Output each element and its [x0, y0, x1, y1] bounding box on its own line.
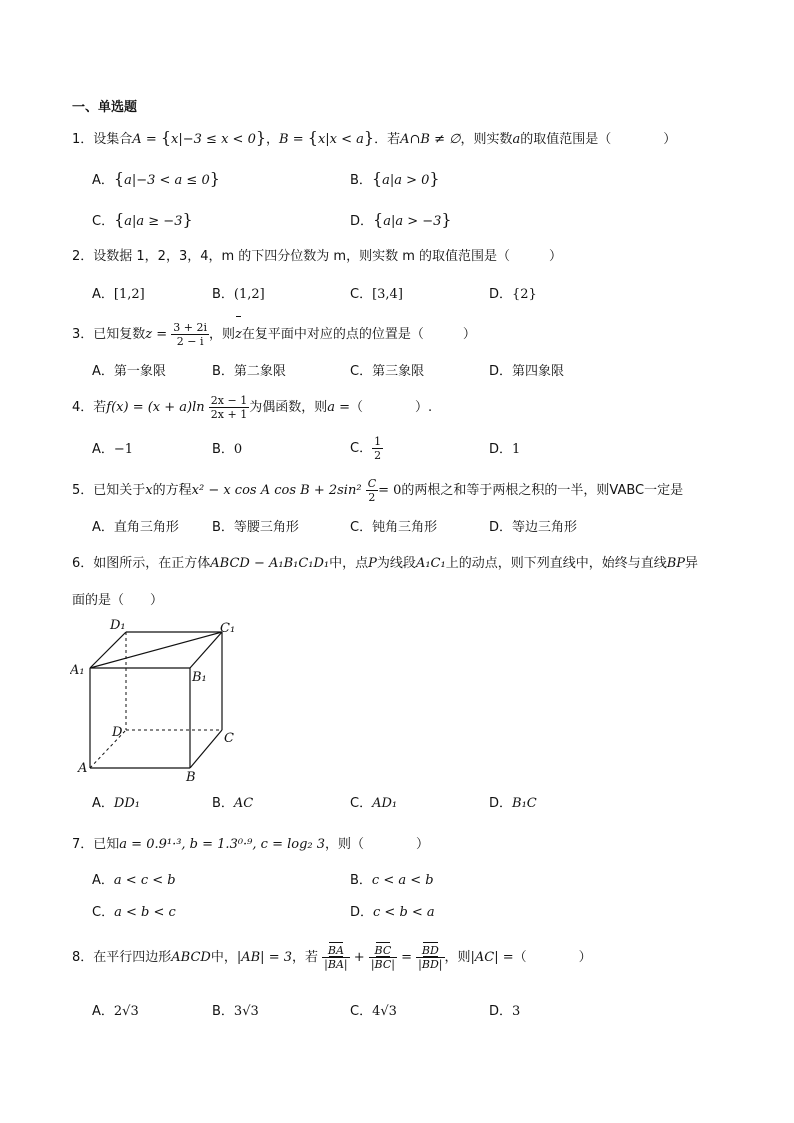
q1-text-1: 设集合	[93, 132, 133, 147]
q1-text-4: 的取值范围是（ ）	[520, 132, 677, 147]
option-label: A．	[92, 287, 114, 302]
equals-sign: =	[401, 950, 413, 965]
question-2: 2．设数据 1，2，3，4，m 的下四分位数为 m，则实数 m 的取值范围是（ ）	[72, 249, 563, 264]
q4-denominator: 2x + 1	[210, 408, 248, 421]
q3-text-3: 在复平面中对应的点的位置是（ ）	[241, 327, 476, 342]
option-label: D．	[489, 796, 513, 811]
q6-segment: A₁C₁	[415, 556, 446, 571]
option-label: B．	[212, 364, 234, 379]
q8-option-d[interactable]	[489, 1003, 520, 1021]
q4-text-1: 4．若	[72, 400, 107, 415]
q3-denominator: 2 − i	[176, 335, 204, 348]
q1-number: 1．	[72, 132, 94, 147]
option-label: C．	[92, 214, 115, 229]
q1-var-a: a	[512, 132, 521, 147]
q8-option-b[interactable]	[212, 1003, 259, 1021]
q7-expression: a = 0.9¹·³, b = 1.3⁰·⁹, c = log₂ 3	[119, 837, 326, 852]
label-d: D	[112, 725, 123, 740]
q3-numerator: 3 + 2i	[173, 321, 208, 334]
label-c: C	[224, 731, 234, 746]
option-label: C．	[350, 287, 373, 302]
q1-set-b: x|x < a	[317, 132, 364, 147]
q2-option-a[interactable]	[92, 286, 145, 304]
q8-option-a[interactable]	[92, 1003, 139, 1021]
option-label: A．	[92, 796, 114, 811]
option-text: a|a > −3	[383, 214, 442, 229]
q5-equation-end: = 0	[378, 483, 402, 498]
q5-var-x: x	[145, 483, 153, 498]
q2-option-b[interactable]	[212, 286, 265, 304]
option-text: 3√3	[233, 1004, 259, 1019]
q4-function: f(x) = (x + a)ln	[106, 400, 205, 415]
q8-abs-ac: |AC| =	[470, 950, 514, 965]
q3-z: z =	[145, 327, 168, 342]
q5-text-3: 的两根之和等于两根之积的一半，则VABC一定是	[401, 483, 684, 498]
question-7	[72, 836, 429, 854]
option-text: c < b < a	[373, 905, 435, 920]
option-fraction	[372, 435, 383, 462]
q8-parallelogram: ABCD	[171, 950, 211, 965]
option-label: B．	[350, 873, 372, 888]
option-label: D．	[350, 214, 374, 229]
q6-option-c[interactable]	[350, 795, 397, 813]
q4-option-b[interactable]	[212, 441, 242, 459]
q8-abs-ab: |AB| = 3	[236, 950, 292, 965]
option-label: C．	[350, 441, 373, 456]
q7-option-c[interactable]	[92, 904, 176, 922]
q5-option-c[interactable]	[350, 519, 437, 537]
q6-option-a[interactable]	[92, 795, 140, 813]
label-b: B	[186, 770, 196, 784]
q1-text-3: ，则实数	[460, 132, 513, 147]
option-text: B₁C	[512, 796, 537, 811]
option-text: 第二象限	[233, 364, 286, 379]
vector-ba: BA	[327, 944, 344, 957]
option-text: AC	[233, 796, 254, 811]
vector-ba-magnitude: BA	[327, 958, 344, 971]
option-label: D．	[489, 520, 513, 535]
q1-set-a-name: A	[132, 132, 142, 147]
q5-denominator: 2	[368, 491, 376, 504]
option-text: a < c < b	[113, 873, 176, 888]
q2-option-c[interactable]	[350, 286, 403, 304]
option-text: 1	[512, 442, 521, 457]
q8-text-1: 8．在平行四边形	[72, 950, 172, 965]
q3-option-c[interactable]	[350, 363, 424, 381]
q1-set-a: x|−3 ≤ x < 0	[171, 132, 256, 147]
question-6	[72, 555, 698, 573]
q1-set-b-name: B	[279, 132, 289, 147]
option-label: C．	[92, 905, 115, 920]
q6-line-bp: BP	[666, 556, 686, 571]
q8-unit-bd: $\frac{BD}{|BD|}$	[418, 944, 443, 971]
option-text: a|a > 0	[382, 173, 430, 188]
q8-text-5: （ ）	[513, 950, 592, 965]
q3-fraction	[171, 321, 209, 348]
q3-z-conjugate: z	[235, 318, 242, 352]
vector-bc: BC	[374, 944, 392, 957]
option-text: a|−3 < a ≤ 0	[124, 173, 210, 188]
q5-option-d[interactable]	[489, 519, 577, 537]
section-heading: 一、单选题	[72, 100, 138, 115]
option-text: 等边三角形	[512, 520, 578, 535]
option-text: c < a < b	[371, 873, 434, 888]
q6-text-4: 上的动点，则下列直线中，始终与直线	[445, 556, 667, 571]
option-label: C．	[350, 520, 373, 535]
q8-option-c[interactable]	[350, 1003, 397, 1021]
label-a: A	[78, 761, 88, 776]
q5-text-2: 的方程	[152, 483, 192, 498]
label-a1: A₁	[70, 663, 85, 678]
option-text: [3,4]	[372, 287, 403, 302]
q8-text-2: 中，	[210, 950, 237, 965]
option-text: 第四象限	[512, 364, 565, 379]
option-label: B．	[212, 520, 234, 535]
q4-option-d[interactable]	[489, 441, 520, 459]
option-denominator: 2	[374, 449, 382, 462]
option-text: a < b < c	[114, 905, 176, 920]
option-text: 钝角三角形	[372, 520, 438, 535]
q7-option-d[interactable]	[350, 904, 435, 922]
option-text: −1	[113, 442, 134, 457]
label-b1: B₁	[192, 670, 207, 685]
question-4	[72, 391, 432, 425]
q5-text-1: 5．已知关于	[72, 483, 146, 498]
q1-condition: A∩B ≠ ∅	[400, 132, 461, 147]
option-text: {2}	[512, 287, 537, 302]
q6-cube: ABCD − A₁B₁C₁D₁	[210, 556, 330, 571]
option-label: D．	[489, 442, 513, 457]
q7-option-b[interactable]	[350, 872, 434, 890]
vector-bd: BD	[421, 944, 439, 957]
q5-numerator: C	[367, 477, 377, 490]
option-label: B．	[350, 173, 372, 188]
q1-option-c[interactable]: C．{a|a ≥ −3}	[92, 210, 193, 229]
q3-option-d[interactable]	[489, 363, 564, 381]
q4-fraction	[209, 394, 249, 421]
option-label: C．	[350, 364, 373, 379]
cube-figure	[70, 612, 250, 784]
option-text: 2√3	[113, 1004, 139, 1019]
option-label: B．	[212, 1004, 234, 1019]
option-label: C．	[350, 1004, 373, 1019]
q6-line-2: 面的是（ ）	[72, 593, 164, 608]
q5-fraction	[366, 477, 378, 504]
q1-option-b[interactable]: B．{a|a > 0}	[350, 169, 440, 188]
q7-text-1: 7．已知	[72, 837, 120, 852]
option-text: [1,2]	[113, 287, 145, 302]
q6-text-1: 6．如图所示，在正方体	[72, 556, 211, 571]
option-label: A．	[92, 520, 114, 535]
q5-option-a[interactable]	[92, 519, 179, 537]
q8-unit-ba: $\frac{BA}{|BA|}$	[324, 944, 348, 971]
q4-text-2: 为偶函数，则	[249, 400, 328, 415]
option-text: 第三象限	[372, 364, 425, 379]
option-label: A．	[92, 173, 114, 188]
q1-option-d[interactable]: D．{a|a > −3}	[350, 210, 452, 229]
q4-var-a: a =	[327, 400, 350, 415]
option-text: a|a ≥ −3	[124, 214, 183, 229]
q6-text-2: 中，点	[329, 556, 369, 571]
q8-text-3: ，若	[292, 950, 319, 965]
option-label: A．	[92, 873, 114, 888]
q6-option-b[interactable]	[212, 795, 253, 813]
option-label: A．	[92, 442, 114, 457]
option-text: (1,2]	[233, 287, 265, 302]
option-label: D．	[489, 364, 513, 379]
option-text: 3	[512, 1004, 521, 1019]
option-label: B．	[212, 442, 234, 457]
q1-text-2: ．若	[374, 132, 401, 147]
q6-text-3: 为线段	[376, 556, 416, 571]
q8-text-4: ，则	[444, 950, 471, 965]
option-label: B．	[212, 796, 234, 811]
q3-option-a[interactable]	[92, 363, 166, 381]
q2-option-d[interactable]	[489, 286, 537, 304]
q7-text-2: ，则（ ）	[325, 837, 430, 852]
option-text: 等腰三角形	[233, 520, 299, 535]
option-label: D．	[489, 287, 513, 302]
q4-option-a[interactable]	[92, 441, 133, 459]
q5-equation: x² − x cos A cos B + 2sin²	[191, 483, 362, 498]
option-text: DD₁	[113, 796, 140, 811]
q6-option-d[interactable]	[489, 795, 537, 813]
q7-option-a[interactable]	[92, 872, 176, 890]
question-5	[72, 474, 683, 508]
option-text: 第一象限	[113, 364, 166, 379]
q4-text-3: （ ）.	[350, 400, 433, 415]
question-1: 1．设集合A = {x|−3 ≤ x < 0}，B = {x|x < a}．若A∩B ≠ ∅，则实数a的取值范围是（ ）	[72, 128, 677, 147]
q3-text-2: ，则	[209, 327, 236, 342]
option-label: A．	[92, 364, 114, 379]
label-c1: C₁	[220, 621, 236, 636]
label-d1: D₁	[110, 618, 126, 633]
option-label: D．	[489, 1004, 513, 1019]
q6-text-5: 异	[685, 556, 699, 571]
q5-option-b[interactable]	[212, 519, 299, 537]
option-label: C．	[350, 796, 373, 811]
plus-sign: +	[353, 950, 365, 965]
option-label: B．	[212, 287, 234, 302]
q6-point-p: P	[368, 556, 377, 571]
option-text: 0	[233, 442, 243, 457]
option-text: 直角三角形	[113, 520, 179, 535]
option-text: 4√3	[372, 1004, 397, 1019]
option-numerator: 1	[374, 435, 382, 448]
option-label: A．	[92, 1004, 114, 1019]
vector-bc-magnitude: BC	[374, 958, 392, 971]
q8-unit-bc: $\frac{BC}{|BC|}$	[370, 944, 395, 971]
question-8	[72, 934, 592, 982]
option-text: AD₁	[372, 796, 398, 811]
q4-numerator: 2x − 1	[210, 394, 248, 407]
option-label: D．	[350, 905, 374, 920]
q3-option-b[interactable]	[212, 363, 286, 381]
question-3	[72, 318, 476, 352]
vector-bd-magnitude: BD	[421, 958, 439, 971]
edge-b1c1	[190, 632, 222, 668]
q4-option-c[interactable]	[350, 434, 383, 464]
diagonal-a1c1	[90, 632, 222, 668]
q1-option-a[interactable]: A．{a|−3 < a ≤ 0}	[92, 169, 220, 188]
edge-bc	[190, 730, 222, 768]
q3-text-1: 3．已知复数	[72, 327, 146, 342]
